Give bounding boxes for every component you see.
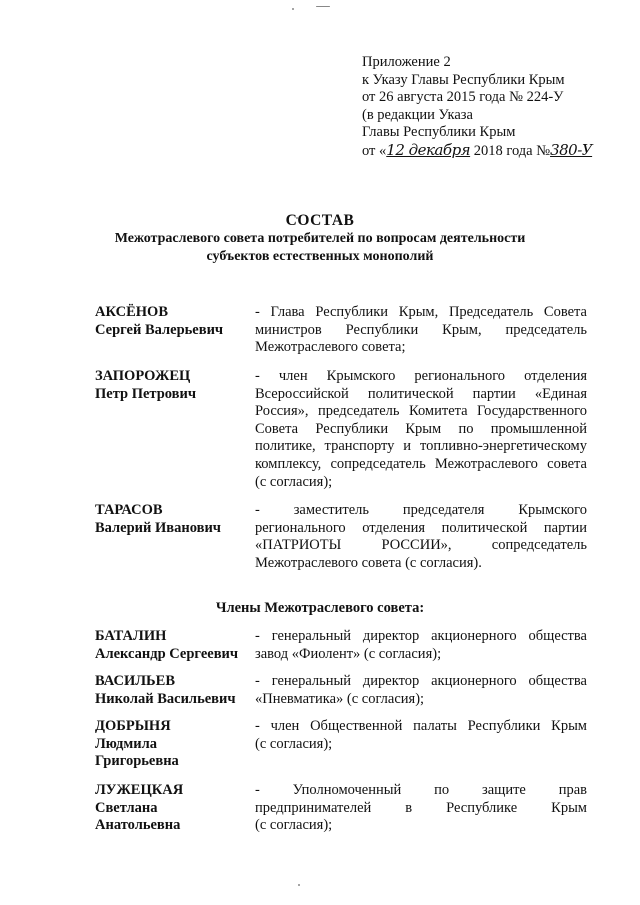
description-line: - член Общественной палаты Республики Крым xyxy=(255,718,587,734)
person-description xyxy=(255,782,587,835)
person-given-name: Николай Васильевич xyxy=(95,690,236,707)
person-surname: ЛУЖЕЦКАЯ xyxy=(95,782,184,798)
description-line: Совета Республики Крым по промышленной xyxy=(255,420,587,437)
members-section-title: Члены Межотраслевого совета: xyxy=(215,600,425,616)
person-given-name: Петр Петрович xyxy=(95,385,197,402)
person-description xyxy=(255,628,587,663)
person-name xyxy=(95,673,255,708)
person-entry xyxy=(95,782,587,838)
person-surname: БАТАЛИН xyxy=(95,628,167,644)
person-name xyxy=(95,718,255,771)
description-line: - член Крымского регионального отделения xyxy=(255,368,587,384)
person-description xyxy=(255,718,587,753)
person-given-name: Александр Сергеевич xyxy=(95,645,239,662)
description-line: (с согласия); xyxy=(255,473,333,490)
description-line: - заместитель председателя Крымского xyxy=(255,502,587,518)
person-given-name: Сергей Валерьевич xyxy=(95,321,224,338)
person-entry xyxy=(95,502,587,574)
description-line: - генеральный директор акционерного общества xyxy=(255,673,587,689)
person-surname: ВАСИЛЬЕВ xyxy=(95,673,175,689)
description-line: министров Республики Крым, председатель xyxy=(255,321,587,338)
document-subtitle-line: Межотраслевого совета потребителей по вопросам деятельности xyxy=(114,231,526,246)
appendix-line: Главы Республики Крым xyxy=(362,124,516,141)
person-name xyxy=(95,782,255,835)
person-surname: ТАРАСОВ xyxy=(95,502,163,518)
description-line: Россия», председатель Комитета Государственного xyxy=(255,403,587,420)
document-title: СОСТАВ xyxy=(285,212,355,229)
description-line: Межотраслевого совета (с согласия). xyxy=(255,554,482,571)
description-line: комплексу, сопредседатель Межотраслевого совета xyxy=(255,455,587,472)
person-description xyxy=(255,304,587,357)
person-description xyxy=(255,368,587,491)
person-entry xyxy=(95,628,587,666)
description-line: завод «Фиолент» (с согласия); xyxy=(255,645,442,662)
description-line: предпринимателей в Республике Крым xyxy=(255,799,587,816)
scan-speck xyxy=(292,8,294,10)
handwritten-date: 12 декабря xyxy=(386,140,471,159)
person-given-name: Григорьевна xyxy=(95,753,179,770)
person-name xyxy=(95,368,255,403)
person-given-name: Валерий Иванович xyxy=(95,519,221,536)
scan-speck xyxy=(298,884,300,886)
description-line: политике, транспорту и топливно-энергетическому xyxy=(255,438,587,455)
appendix-line: от 26 августа 2015 года № 224-У xyxy=(362,89,564,106)
person-entry xyxy=(95,673,587,711)
description-line: - Уполномоченный по защите прав xyxy=(255,782,587,798)
person-name xyxy=(95,502,255,537)
appendix-line: (в редакции Указа xyxy=(362,106,473,123)
handwritten-number: 380-У xyxy=(550,140,593,159)
person-given-name: Светлана xyxy=(95,799,158,816)
description-line: - Глава Республики Крым, Председатель Совета xyxy=(255,304,587,320)
description-line: - генеральный директор акционерного общества xyxy=(255,628,587,644)
date-middle: 2018 года № xyxy=(470,142,551,159)
person-entry xyxy=(95,368,587,494)
person-surname: АКСЁНОВ xyxy=(95,304,168,320)
document-subtitle-line: субъектов естественных монополий xyxy=(206,248,434,264)
person-name xyxy=(95,304,255,339)
appendix-line: к Указу Главы Республики Крым xyxy=(362,71,565,88)
person-description xyxy=(255,673,587,708)
description-line: (с согласия); xyxy=(255,735,333,752)
person-name xyxy=(95,628,255,663)
person-entry xyxy=(95,304,587,360)
appendix-date-line xyxy=(362,142,622,161)
person-description xyxy=(255,502,587,572)
person-surname: ЗАПОРОЖЕЦ xyxy=(95,368,191,384)
appendix-header xyxy=(362,54,622,161)
scan-speck xyxy=(316,6,330,7)
appendix-line: Приложение 2 xyxy=(362,54,451,70)
description-line: регионального отделения политической партии xyxy=(255,519,587,536)
description-line: Всероссийской политической партии «Единая xyxy=(255,385,587,402)
document-title-block xyxy=(60,212,580,265)
description-line: «Пневматика» (с согласия); xyxy=(255,690,425,707)
person-surname: ДОБРЫНЯ xyxy=(95,718,171,734)
date-prefix: от « xyxy=(362,142,387,159)
person-entry xyxy=(95,718,587,774)
person-given-name: Людмила xyxy=(95,735,158,752)
person-given-name: Анатольевна xyxy=(95,817,181,834)
description-line: (с согласия); xyxy=(255,817,333,834)
description-line: «ПАТРИОТЫ РОССИИ», сопредседатель xyxy=(255,537,587,554)
description-line: Межотраслевого совета; xyxy=(255,339,406,356)
